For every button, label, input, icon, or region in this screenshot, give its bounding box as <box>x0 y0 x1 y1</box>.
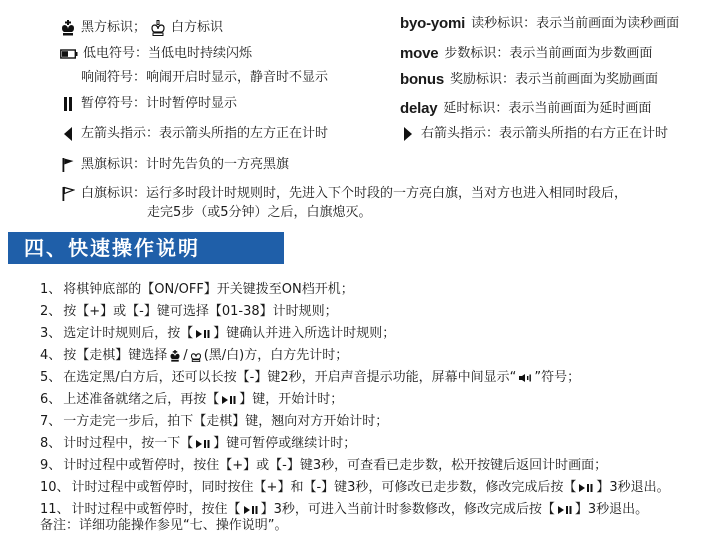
step-item <box>40 455 670 477</box>
white-flag-label-line2: 走完5步（或5分钟）之后，白旗熄灭。 <box>147 205 372 220</box>
legend-white-flag <box>60 186 627 202</box>
legend-white-flag-cont <box>147 205 372 221</box>
step-number: 2、 <box>40 304 62 319</box>
step-number: 3、 <box>40 326 62 341</box>
step-text: 计时过程中或暂停时，同时按住【+】和【-】键3秒，可修改已走步数，修改完成后按【 <box>71 480 577 495</box>
play-pause-icon <box>578 483 594 493</box>
step-text: 】键确认并进入所选计时规则； <box>213 326 396 341</box>
section-title: 四、快速操作说明 <box>24 236 200 260</box>
step-text: 】3秒退出。 <box>574 502 649 517</box>
step-text: 选定计时规则后，按【 <box>63 326 194 341</box>
pause-icon <box>60 96 76 112</box>
step-number: 8、 <box>40 436 62 451</box>
step-text: 上述准备就绪之后，再按【 <box>63 392 220 407</box>
play-pause-icon <box>243 505 259 515</box>
step-text: 】3秒，可进入当前计时参数修改，修改完成后按【 <box>260 502 555 517</box>
step-text: 在选定黑/白方后，还可以长按【-】键2秒，开启声音提示功能，屏幕中间显示“ <box>63 370 517 385</box>
step-number: 1、 <box>40 282 62 297</box>
step-text: 】3秒退出。 <box>596 480 670 495</box>
black-flag-icon <box>60 157 76 173</box>
legend-black-flag <box>60 157 289 173</box>
step-text: 计时过程中，按一下【 <box>63 436 194 451</box>
play-pause-icon <box>557 505 573 515</box>
step-number: 6、 <box>40 392 62 407</box>
legend-delay <box>400 101 651 117</box>
black-king-small-icon <box>169 350 181 362</box>
pause-label: 暂停符号：计时暂停时显示 <box>81 96 238 111</box>
step-number: 10、 <box>40 480 70 495</box>
legend-low-battery <box>60 46 252 62</box>
step-number: 11、 <box>40 502 70 517</box>
speaker-sound-icon <box>518 373 532 383</box>
white-king-small-icon <box>190 350 202 362</box>
low-battery-label: 低电符号：当低电时持续闪烁 <box>83 46 253 61</box>
legend-bonus <box>400 72 658 88</box>
delay-label: 延时标识：表示当前画面为延时画面 <box>443 101 652 116</box>
step-text: 将棋钟底部的【ON/OFF】开关键拨至ON档开机； <box>63 282 354 297</box>
black-king-icon <box>60 20 76 36</box>
step-item <box>40 411 670 433</box>
left-arrow-label: 左箭头指示：表示箭头所指的左方正在计时 <box>81 126 329 141</box>
white-flag-icon <box>60 186 76 202</box>
white-king-icon <box>150 20 166 36</box>
right-arrow-icon <box>400 126 416 142</box>
step-item <box>40 477 670 499</box>
legend-pause <box>60 96 237 112</box>
bonus-label: 奖励标识：表示当前画面为奖励画面 <box>450 72 659 87</box>
white-flag-label-line1: 白旗标识：运行多时段计时规则时，先进入下个时段的一方亮白旗，当对方也进入相同时段后， <box>81 186 628 201</box>
step-item <box>40 323 670 345</box>
step-item: 4、 按【走棋】键选择 / (黑/白)方，白方先计时； <box>40 348 349 363</box>
step-text: 按【走棋】键选择 <box>63 348 168 363</box>
step-number: 5、 <box>40 370 62 385</box>
legend-alarm <box>81 70 328 86</box>
play-pause-icon <box>221 395 237 405</box>
step-text: 计时过程中或暂停时，按住【+】或【-】键3秒，可查看已走步数，松开按键后返回计时画面； <box>63 458 608 473</box>
step-text: 】键可暂停或继续计时； <box>213 436 357 451</box>
steps-list <box>40 279 670 521</box>
step-number: 4、 <box>40 348 62 363</box>
step-item <box>40 301 670 323</box>
legend-byoyomi <box>400 16 679 32</box>
legend-right-arrow <box>400 126 668 142</box>
step-text: (黑/白)方，白方先计时； <box>203 348 349 363</box>
step-item <box>40 433 670 455</box>
right-arrow-label: 右箭头指示：表示箭头所指的右方正在计时 <box>421 126 669 141</box>
step-text: 一方走完一步后，拍下【走棋】键，翘向对方开始计时； <box>63 414 389 429</box>
legend-black-white <box>60 20 223 36</box>
byoyomi-term: byo-yomi <box>400 15 466 32</box>
play-pause-icon <box>195 439 211 449</box>
play-pause-icon <box>195 329 211 339</box>
step-item <box>40 279 670 301</box>
step-number: 7、 <box>40 414 62 429</box>
step-text: 】键，开始计时； <box>239 392 344 407</box>
footnote: 备注：详细功能操作参见“七、操作说明”。 <box>40 518 288 533</box>
step-item <box>40 389 670 411</box>
step-number: 9、 <box>40 458 62 473</box>
bonus-term: bonus <box>400 71 444 88</box>
move-term: move <box>400 45 439 62</box>
legend-move <box>400 46 652 62</box>
white-label: 白方标识 <box>171 20 224 35</box>
black-flag-label: 黑旗标识：计时先告负的一方亮黑旗 <box>81 157 290 172</box>
move-label: 步数标识：表示当前画面为步数画面 <box>444 46 653 61</box>
battery-icon <box>60 46 78 62</box>
step-text: 按【+】或【-】键可选择【01-38】计时规则； <box>63 304 338 319</box>
step-text: 计时过程中或暂停时，按住【 <box>71 502 241 517</box>
alarm-label: 响闹符号：响闹开启时显示，静音时不显示 <box>81 70 329 85</box>
black-label: 黑方标识； <box>81 20 147 35</box>
step-item <box>40 367 670 389</box>
step-text: ”符号； <box>534 370 581 385</box>
delay-term: delay <box>400 100 438 117</box>
left-arrow-icon <box>60 126 76 142</box>
legend-left-arrow <box>60 126 328 142</box>
byoyomi-label: 读秒标识：表示当前画面为读秒画面 <box>471 16 680 31</box>
